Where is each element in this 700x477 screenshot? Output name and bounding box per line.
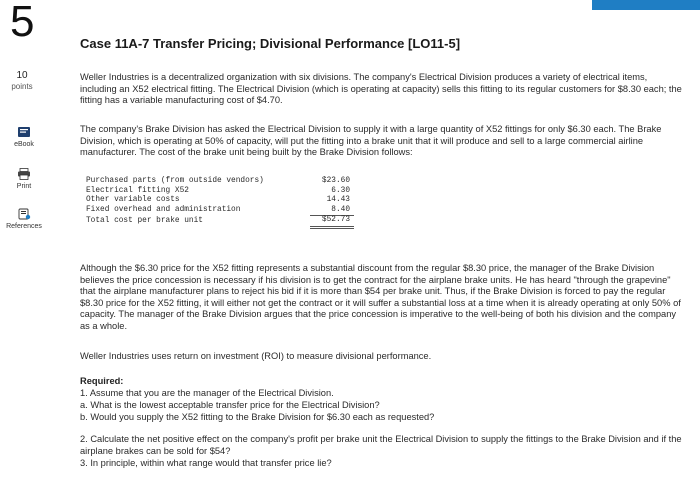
- required-item: 3. In principle, within what range would that transfer price lie?: [80, 458, 332, 468]
- cost-label: Other variable costs: [86, 196, 180, 205]
- case-title: Case 11A-7 Transfer Pricing; Divisional Performance [LO11-5]: [80, 36, 461, 51]
- references-button[interactable]: [2, 208, 46, 230]
- cost-amount: $23.60: [321, 177, 350, 185]
- brake-unit-cost-table: [82, 177, 354, 229]
- print-label: Print: [16, 183, 32, 190]
- table-row: [82, 196, 354, 206]
- cost-amount: 6.30: [331, 186, 350, 195]
- points-label: points: [11, 82, 33, 91]
- print-button[interactable]: [2, 168, 46, 190]
- references-icon: [17, 208, 31, 220]
- paragraph-roi: Weller Industries uses return on investment (ROI) to measure divisional performance.: [80, 351, 432, 361]
- cost-amount: 14.43: [326, 196, 350, 205]
- ebook-button[interactable]: [2, 126, 46, 148]
- table-row: [82, 206, 354, 216]
- points-indicator: [2, 70, 42, 91]
- references-label: References: [6, 223, 42, 230]
- cost-amount: 8.40: [310, 206, 354, 216]
- table-row-total: [82, 216, 354, 228]
- required-item: b. Would you supply the X52 fitting to the Brake Division for $6.30 each as requested?: [80, 412, 435, 422]
- points-value: 10: [16, 70, 28, 81]
- cost-label: Purchased parts (from outside vendors): [86, 177, 264, 185]
- printer-icon: [17, 168, 31, 180]
- paragraph-price-concession: Although the $6.30 price for the X52 fitting represents a substantial discount from the regular $8.30 price, the manager of the Brake Division believes the price concession is necessary if his division is to get the contract for the airplane brake units. He has heard "through the grapevine" that the airplane manufacturer plans to reject his bid if it is more than $54 per brake unit. Thus, if the Brake Division is forced to pay the regular $8.30 price for the X52 fitting, it will either not get the contract or it will suffer a substantial loss at a time when it is already operating at only 50% of capacity. The manager of the Brake Division argues that the price concession is imperative to the well-being of both his division and the company as a whole.: [80, 263, 681, 331]
- paragraph-intro: Weller Industries is a decentralized organization with six divisions. The company's Electrical Division produces a variety of electrical items, including an X52 electrical fitting. The Electrical Division (which is operating at capacity) sells this fitting to its regular customers for $8.30 each; the fitting has a variable manufacturing cost of $4.70.: [80, 72, 682, 106]
- cost-amount-total: $52.73: [310, 216, 354, 228]
- required-item: 1. Assume that you are the manager of the Electrical Division.: [80, 388, 334, 398]
- paragraph-brake-request: The company's Brake Division has asked the Electrical Division to supply it with a large quantity of X52 fittings for only $6.30 each. The Brake Division, which is operating at 50% of capacity, will put the fitting into a brake unit that it will produce and sell to a large commercial airline manufacturer. The cost of the brake unit being built by the Brake Division follows:: [80, 124, 662, 158]
- cost-label: Total cost per brake unit: [86, 216, 203, 225]
- required-item: 2. Calculate the net positive effect on the company's profit per brake unit the Electrical Division to supply the fittings to the Brake Division and if the airplane brakes can be sold for $54?: [80, 434, 682, 456]
- ebook-label: eBook: [14, 141, 34, 148]
- book-icon: [17, 126, 31, 138]
- table-row: [82, 177, 354, 187]
- cost-label: Fixed overhead and administration: [86, 206, 241, 215]
- top-right-action-button[interactable]: [592, 0, 700, 10]
- required-item: a. What is the lowest acceptable transfer price for the Electrical Division?: [80, 400, 380, 410]
- required-heading: Required:: [80, 376, 124, 386]
- cost-label: Electrical fitting X52: [86, 186, 189, 195]
- question-number: 5: [10, 0, 35, 46]
- table-row: [82, 187, 354, 197]
